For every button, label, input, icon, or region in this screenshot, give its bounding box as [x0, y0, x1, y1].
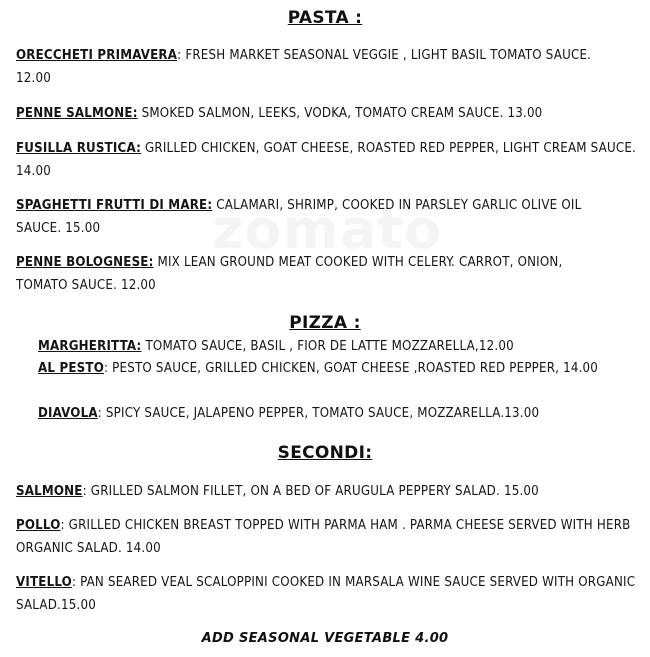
item-desc: SMOKED SALMON, LEEKS, VODKA, TOMATO CREAM SAUCE. 13.00	[137, 106, 543, 121]
item-desc: GRILLED CHICKEN, GOAT CHEESE, ROASTED RED PEPPER, LIGHT CREAM SAUCE. 14.00	[16, 141, 636, 179]
item-name: AL PESTO	[38, 361, 104, 376]
item-desc: TOMATO SAUCE, BASIL , FIOR DE LATTE MOZZARELLA,12.00	[141, 339, 514, 354]
menu-item-salmone	[16, 481, 636, 504]
item-name: VITELLO	[16, 575, 72, 590]
item-name: DIAVOLA	[38, 406, 98, 421]
item-sep: :	[97, 406, 102, 421]
item-desc: MIX LEAN GROUND MEAT COOKED WITH CELERY. CARROT, ONION, TOMATO SAUCE. 12.00	[16, 255, 563, 293]
item-desc: SPICY SAUCE, JALAPENO PEPPER, TOMATO SAUCE, MOZZARELLA.13.00	[101, 406, 540, 421]
item-sep: :	[82, 484, 87, 499]
item-name: PENNE BOLOGNESE:	[16, 255, 154, 270]
menu-item-vitello	[16, 572, 644, 617]
item-desc: PAN SEARED VEAL SCALOPPINI COOKED IN MARSALA WINE SAUCE SERVED WITH ORGANIC SALAD.15.00	[16, 575, 636, 613]
item-name: PENNE SALMONE:	[16, 106, 138, 121]
item-name: SALMONE	[16, 484, 83, 499]
menu-item-penne-bolognese	[16, 252, 616, 297]
item-name: FUSILLA RUSTICA:	[16, 141, 142, 156]
item-desc: FRESH MARKET SEASONAL VEGGIE , LIGHT BASIL TOMATO SAUCE. 12.00	[16, 48, 592, 86]
item-name: MARGHERITTA:	[38, 339, 142, 354]
item-desc: CALAMARI, SHRIMP, COOKED IN PARSLEY GARLIC OLIVE OIL SAUCE. 15.00	[16, 198, 582, 236]
item-sep: :	[177, 48, 182, 63]
menu-item-margheritta	[38, 336, 628, 359]
menu-item-orecchietti	[16, 45, 606, 90]
item-desc: GRILLED SALMON FILLET, ON A BED OF ARUGULA PEPPERY SALAD. 15.00	[86, 484, 539, 499]
pizza-heading: PIZZA :	[289, 313, 361, 333]
item-sep: :	[71, 575, 77, 590]
menu-item-spaghetti-frutti	[16, 195, 621, 240]
item-sep: :	[60, 518, 65, 533]
item-desc: PESTO SAUCE, GRILLED CHICKEN, GOAT CHEESE ,ROASTED RED PEPPER, 14.00	[108, 361, 599, 376]
menu-item-penne-salmone	[16, 103, 626, 126]
item-name: ORECCHETI PRIMAVERA	[16, 48, 178, 63]
pasta-heading: PASTA :	[287, 8, 363, 28]
secondi-heading: SECONDI:	[277, 443, 373, 463]
menu-item-pollo	[16, 515, 644, 560]
item-name: SPAGHETTI FRUTTI DI MARE:	[16, 198, 213, 213]
menu-item-al-pesto	[38, 358, 618, 381]
item-desc: GRILLED CHICKEN BREAST TOPPED WITH PARMA HAM . PARMA CHEESE SERVED WITH HERB ORGANIC SALAD. 14.00	[16, 518, 631, 556]
menu-item-fusilla-rustica	[16, 138, 641, 183]
seasonal-vegetable-note: ADD SEASONAL VEGETABLE 4.00	[201, 631, 449, 646]
item-name: POLLO	[16, 518, 61, 533]
item-sep: :	[104, 361, 109, 376]
menu-item-diavola	[38, 403, 638, 426]
